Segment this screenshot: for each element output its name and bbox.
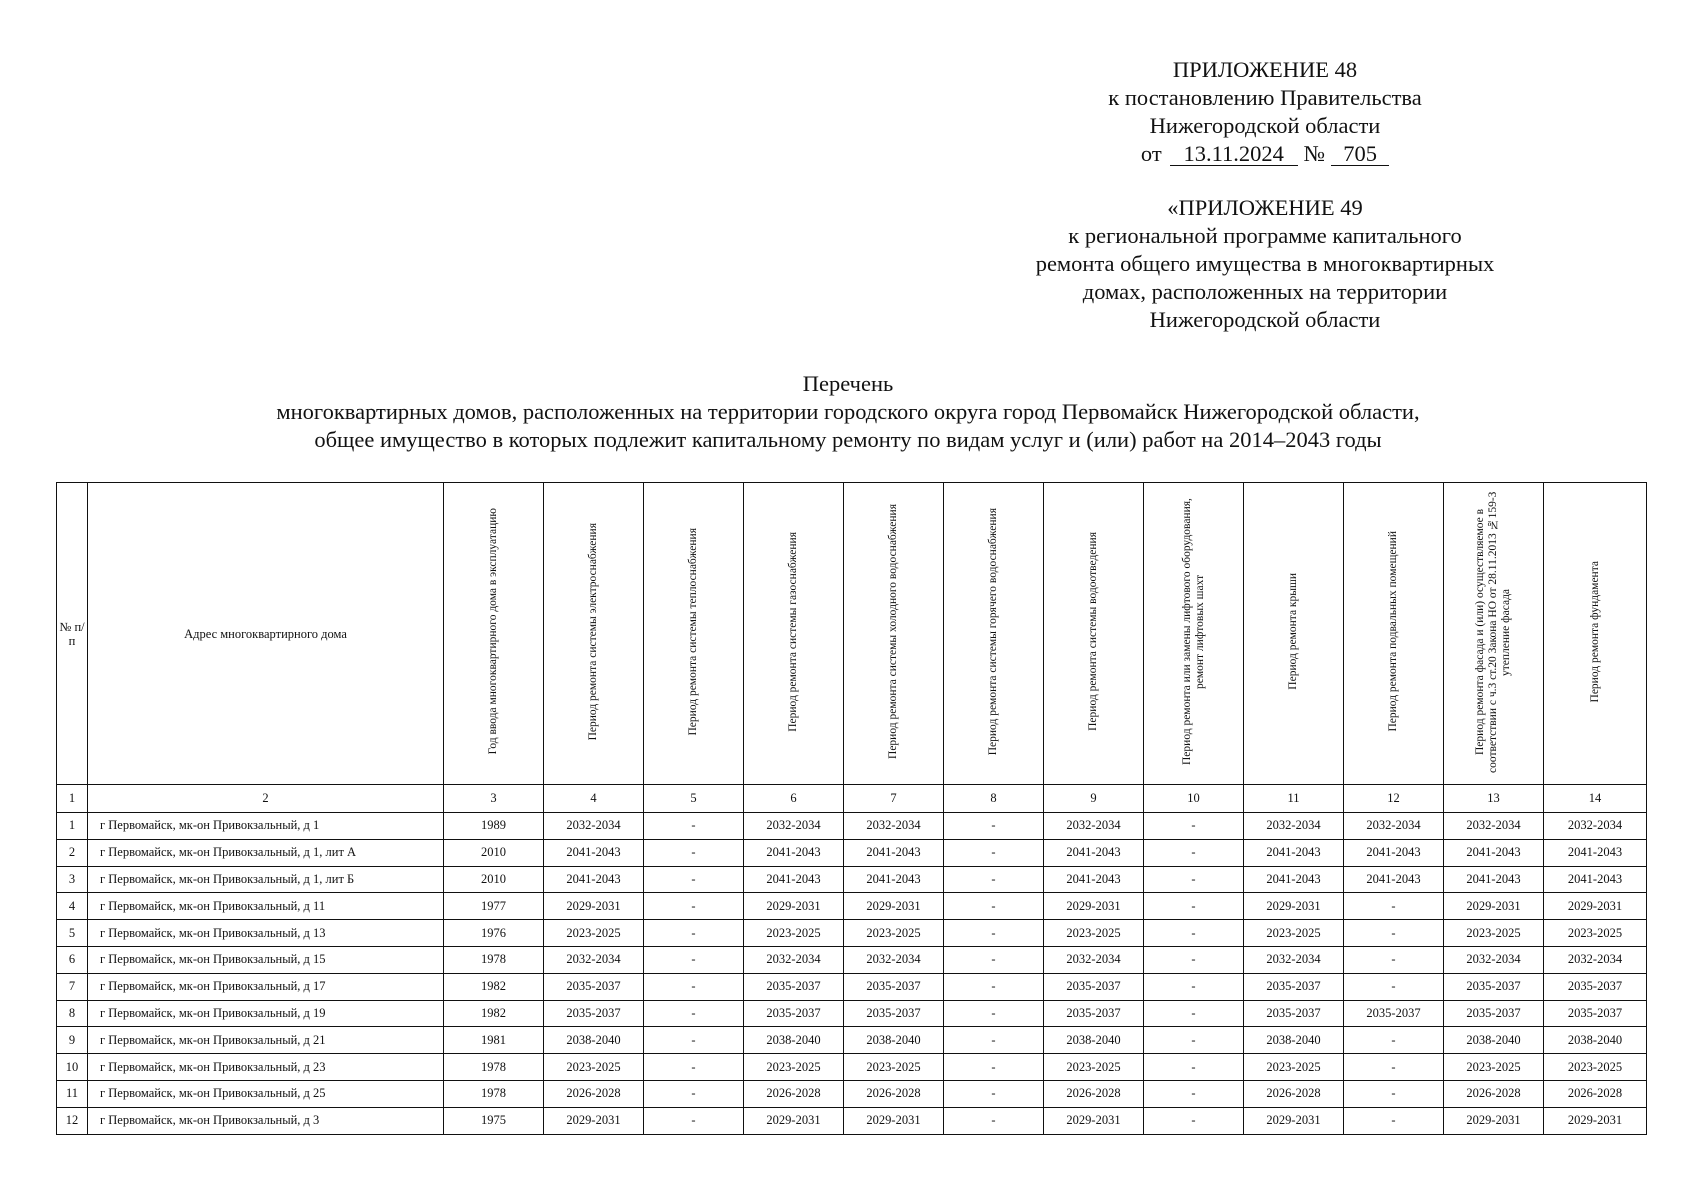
table-header-row	[57, 483, 1647, 785]
cell-gas-period: 2026-2028	[744, 1080, 844, 1107]
cell-drainage-period: 2038-2040	[1044, 1027, 1144, 1054]
cell-year-built: 1978	[444, 1080, 544, 1107]
cell-roof-period: 2032-2034	[1244, 813, 1344, 840]
header-electricity-label: Период ремонта системы электроснабжения	[587, 522, 599, 741]
cell-heating-period: -	[644, 893, 744, 920]
houses-table	[56, 482, 1647, 1135]
cell-facade-period: 2029-2031	[1444, 1107, 1544, 1134]
cell-roof-period: 2035-2037	[1244, 973, 1344, 1000]
cell-roof-period: 2041-2043	[1244, 839, 1344, 866]
cell-drainage-period: 2041-2043	[1044, 866, 1144, 893]
cell-elevator-period: -	[1144, 893, 1244, 920]
cell-gas-period: 2035-2037	[744, 1000, 844, 1027]
cell-cold-water-period: 2026-2028	[844, 1080, 944, 1107]
cell-foundation-period: 2032-2034	[1544, 946, 1647, 973]
header-heating-label: Период ремонта системы теплоснабжения	[687, 527, 699, 736]
table-row	[57, 1107, 1647, 1134]
appendix-49-line3: домах, расположенных на территории	[1082, 279, 1448, 304]
column-number: 5	[644, 785, 744, 813]
column-number: 4	[544, 785, 644, 813]
decree-date: 13.11.2024	[1170, 143, 1298, 166]
cell-hot-water-period: -	[944, 973, 1044, 1000]
cell-address: г Первомайск, мк-он Привокзальный, д 17	[88, 973, 444, 1000]
appendix-48-block	[1000, 56, 1530, 168]
cell-cold-water-period: 2032-2034	[844, 946, 944, 973]
cell-hot-water-period: -	[944, 866, 1044, 893]
cell-year-built: 1978	[444, 946, 544, 973]
cell-heating-period: -	[644, 1107, 744, 1134]
cell-roof-period: 2029-2031	[1244, 893, 1344, 920]
cell-address: г Первомайск, мк-он Привокзальный, д 1, лит А	[88, 839, 444, 866]
header-roof-label: Период ремонта крыши	[1287, 573, 1299, 690]
cell-year-built: 1981	[444, 1027, 544, 1054]
cell-cold-water-period: 2023-2025	[844, 1054, 944, 1081]
table-row	[57, 893, 1647, 920]
column-number: 9	[1044, 785, 1144, 813]
cell-hot-water-period: -	[944, 946, 1044, 973]
cell-foundation-period: 2023-2025	[1544, 920, 1647, 947]
cell-heating-period: -	[644, 866, 744, 893]
appendix-48-date-line	[1000, 140, 1530, 168]
cell-gas-period: 2023-2025	[744, 920, 844, 947]
cell-address: г Первомайск, мк-он Привокзальный, д 21	[88, 1027, 444, 1054]
cell-elevator-period: -	[1144, 1054, 1244, 1081]
column-number: 3	[444, 785, 544, 813]
header-foundation	[1544, 483, 1647, 785]
table-row	[57, 813, 1647, 840]
cell-drainage-period: 2032-2034	[1044, 946, 1144, 973]
cell-facade-period: 2038-2040	[1444, 1027, 1544, 1054]
cell-gas-period: 2032-2034	[744, 946, 844, 973]
cell-cold-water-period: 2032-2034	[844, 813, 944, 840]
cell-row-number: 7	[57, 973, 88, 1000]
cell-roof-period: 2023-2025	[1244, 1054, 1344, 1081]
cell-electricity-period: 2041-2043	[544, 866, 644, 893]
cell-electricity-period: 2035-2037	[544, 1000, 644, 1027]
cell-address: г Первомайск, мк-он Привокзальный, д 19	[88, 1000, 444, 1027]
cell-cold-water-period: 2029-2031	[844, 1107, 944, 1134]
cell-basement-period: -	[1344, 920, 1444, 947]
cell-year-built: 1989	[444, 813, 544, 840]
cell-roof-period: 2041-2043	[1244, 866, 1344, 893]
cell-drainage-period: 2023-2025	[1044, 1054, 1144, 1081]
cell-electricity-period: 2023-2025	[544, 1054, 644, 1081]
column-number: 13	[1444, 785, 1544, 813]
header-year	[444, 483, 544, 785]
cell-basement-period: 2041-2043	[1344, 839, 1444, 866]
cell-roof-period: 2026-2028	[1244, 1080, 1344, 1107]
header-roof	[1244, 483, 1344, 785]
cell-hot-water-period: -	[944, 1027, 1044, 1054]
document-title	[0, 370, 1696, 454]
decree-number: 705	[1331, 143, 1389, 166]
cell-row-number: 10	[57, 1054, 88, 1081]
cell-electricity-period: 2035-2037	[544, 973, 644, 1000]
table-row	[57, 1027, 1647, 1054]
cell-address: г Первомайск, мк-он Привокзальный, д 13	[88, 920, 444, 947]
header-facade	[1444, 483, 1544, 785]
header-facade-label: Период ремонта фасада и (или) осуществляемое в соответствии с ч.3 ст.20 Закона НО от 28.11.2013 №159-З утепление фасада	[1474, 490, 1512, 773]
cell-row-number: 11	[57, 1080, 88, 1107]
table-row	[57, 1054, 1647, 1081]
column-number: 12	[1344, 785, 1444, 813]
cell-elevator-period: -	[1144, 1027, 1244, 1054]
cell-basement-period: -	[1344, 1107, 1444, 1134]
cell-row-number: 4	[57, 893, 88, 920]
cell-foundation-period: 2032-2034	[1544, 813, 1647, 840]
date-prefix: от	[1140, 141, 1162, 166]
cell-electricity-period: 2041-2043	[544, 839, 644, 866]
cell-foundation-period: 2041-2043	[1544, 839, 1647, 866]
document-title-line3: общее имущество в которых подлежит капитальному ремонту по видам услуг и (или) работ на 2014–2043 годы	[314, 427, 1382, 452]
cell-cold-water-period: 2023-2025	[844, 920, 944, 947]
cell-drainage-period: 2032-2034	[1044, 813, 1144, 840]
column-number: 2	[88, 785, 444, 813]
cell-cold-water-period: 2029-2031	[844, 893, 944, 920]
cell-row-number: 9	[57, 1027, 88, 1054]
cell-elevator-period: -	[1144, 920, 1244, 947]
cell-cold-water-period: 2035-2037	[844, 973, 944, 1000]
cell-gas-period: 2023-2025	[744, 1054, 844, 1081]
cell-basement-period: -	[1344, 973, 1444, 1000]
header-gas	[744, 483, 844, 785]
cell-electricity-period: 2029-2031	[544, 1107, 644, 1134]
column-number-row	[57, 785, 1647, 813]
appendix-48-title: ПРИЛОЖЕНИЕ 48	[1172, 57, 1358, 82]
header-elevator	[1144, 483, 1244, 785]
header-foundation-label: Период ремонта фундамента	[1588, 560, 1601, 703]
header-basement-label: Период ремонта подвальных помещений	[1387, 531, 1399, 732]
table-row	[57, 1080, 1647, 1107]
cell-address: г Первомайск, мк-он Привокзальный, д 23	[88, 1054, 444, 1081]
cell-cold-water-period: 2041-2043	[844, 866, 944, 893]
table-row	[57, 973, 1647, 1000]
appendix-49-line4: Нижегородской области	[1149, 307, 1381, 332]
cell-drainage-period: 2041-2043	[1044, 839, 1144, 866]
cell-heating-period: -	[644, 1000, 744, 1027]
cell-hot-water-period: -	[944, 1054, 1044, 1081]
table-row	[57, 1000, 1647, 1027]
cell-row-number: 1	[57, 813, 88, 840]
cell-address: г Первомайск, мк-он Привокзальный, д 11	[88, 893, 444, 920]
cell-electricity-period: 2038-2040	[544, 1027, 644, 1054]
header-number: № п/п	[57, 483, 88, 785]
cell-heating-period: -	[644, 1027, 744, 1054]
cell-facade-period: 2023-2025	[1444, 920, 1544, 947]
cell-foundation-period: 2035-2037	[1544, 1000, 1647, 1027]
table-row	[57, 946, 1647, 973]
cell-cold-water-period: 2035-2037	[844, 1000, 944, 1027]
cell-hot-water-period: -	[944, 1080, 1044, 1107]
cell-facade-period: 2041-2043	[1444, 839, 1544, 866]
cell-roof-period: 2023-2025	[1244, 920, 1344, 947]
cell-year-built: 2010	[444, 839, 544, 866]
cell-elevator-period: -	[1144, 1107, 1244, 1134]
table-body	[57, 813, 1647, 1135]
cell-electricity-period: 2029-2031	[544, 893, 644, 920]
cell-drainage-period: 2035-2037	[1044, 973, 1144, 1000]
appendix-48-line1: к постановлению Правительства	[1108, 85, 1422, 110]
cell-facade-period: 2032-2034	[1444, 946, 1544, 973]
cell-row-number: 2	[57, 839, 88, 866]
column-number: 6	[744, 785, 844, 813]
cell-elevator-period: -	[1144, 946, 1244, 973]
column-number: 14	[1544, 785, 1647, 813]
cell-gas-period: 2038-2040	[744, 1027, 844, 1054]
cell-facade-period: 2029-2031	[1444, 893, 1544, 920]
cell-basement-period: -	[1344, 893, 1444, 920]
cell-roof-period: 2035-2037	[1244, 1000, 1344, 1027]
cell-year-built: 1976	[444, 920, 544, 947]
header-year-label: Год ввода многоквартирного дома в эксплуатацию	[487, 508, 499, 755]
cell-facade-period: 2035-2037	[1444, 973, 1544, 1000]
header-hot-water	[944, 483, 1044, 785]
cell-heating-period: -	[644, 920, 744, 947]
appendix-49-line2: ремонта общего имущества в многоквартирных	[1035, 251, 1495, 276]
number-prefix: №	[1303, 141, 1326, 166]
cell-heating-period: -	[644, 973, 744, 1000]
header-hot-water-label: Период ремонта системы горячего водоснабжения	[987, 507, 999, 756]
cell-row-number: 3	[57, 866, 88, 893]
cell-drainage-period: 2029-2031	[1044, 893, 1144, 920]
header-cold-water	[844, 483, 944, 785]
cell-foundation-period: 2035-2037	[1544, 973, 1647, 1000]
cell-electricity-period: 2032-2034	[544, 946, 644, 973]
cell-heating-period: -	[644, 1054, 744, 1081]
cell-foundation-period: 2023-2025	[1544, 1054, 1647, 1081]
column-number: 8	[944, 785, 1044, 813]
cell-heating-period: -	[644, 1080, 744, 1107]
cell-elevator-period: -	[1144, 866, 1244, 893]
document-title-line1: Перечень	[802, 371, 894, 396]
cell-year-built: 2010	[444, 866, 544, 893]
cell-foundation-period: 2029-2031	[1544, 1107, 1647, 1134]
cell-gas-period: 2041-2043	[744, 839, 844, 866]
cell-heating-period: -	[644, 946, 744, 973]
cell-address: г Первомайск, мк-он Привокзальный, д 3	[88, 1107, 444, 1134]
cell-row-number: 5	[57, 920, 88, 947]
cell-heating-period: -	[644, 839, 744, 866]
appendix-48-line2: Нижегородской области	[1149, 113, 1381, 138]
cell-hot-water-period: -	[944, 1107, 1044, 1134]
cell-row-number: 12	[57, 1107, 88, 1134]
cell-elevator-period: -	[1144, 839, 1244, 866]
column-number: 7	[844, 785, 944, 813]
cell-drainage-period: 2023-2025	[1044, 920, 1144, 947]
column-number: 1	[57, 785, 88, 813]
cell-basement-period: -	[1344, 1080, 1444, 1107]
cell-basement-period: 2032-2034	[1344, 813, 1444, 840]
header-gas-label: Период ремонта системы газоснабжения	[787, 531, 799, 732]
cell-hot-water-period: -	[944, 839, 1044, 866]
cell-facade-period: 2035-2037	[1444, 1000, 1544, 1027]
appendix-49-title: «ПРИЛОЖЕНИЕ 49	[1167, 195, 1363, 220]
header-cold-water-label: Период ремонта системы холодного водоснабжения	[887, 504, 899, 759]
cell-drainage-period: 2035-2037	[1044, 1000, 1144, 1027]
cell-elevator-period: -	[1144, 1000, 1244, 1027]
cell-heating-period: -	[644, 813, 744, 840]
cell-year-built: 1978	[444, 1054, 544, 1081]
cell-hot-water-period: -	[944, 813, 1044, 840]
cell-cold-water-period: 2041-2043	[844, 839, 944, 866]
cell-electricity-period: 2023-2025	[544, 920, 644, 947]
cell-electricity-period: 2032-2034	[544, 813, 644, 840]
header-basement	[1344, 483, 1444, 785]
cell-elevator-period: -	[1144, 1080, 1244, 1107]
cell-roof-period: 2038-2040	[1244, 1027, 1344, 1054]
cell-foundation-period: 2041-2043	[1544, 866, 1647, 893]
cell-roof-period: 2029-2031	[1244, 1107, 1344, 1134]
cell-basement-period: 2041-2043	[1344, 866, 1444, 893]
cell-hot-water-period: -	[944, 893, 1044, 920]
cell-row-number: 6	[57, 946, 88, 973]
cell-facade-period: 2041-2043	[1444, 866, 1544, 893]
cell-hot-water-period: -	[944, 1000, 1044, 1027]
cell-basement-period: -	[1344, 1054, 1444, 1081]
header-electricity	[544, 483, 644, 785]
appendix-49-line1: к региональной программе капитального	[1068, 223, 1462, 248]
cell-foundation-period: 2026-2028	[1544, 1080, 1647, 1107]
cell-elevator-period: -	[1144, 813, 1244, 840]
column-number: 10	[1144, 785, 1244, 813]
cell-address: г Первомайск, мк-он Привокзальный, д 1	[88, 813, 444, 840]
header-elevator-label: Период ремонта или замены лифтового оборудования, ремонт лифтовых шахт	[1180, 498, 1206, 765]
cell-basement-period: 2035-2037	[1344, 1000, 1444, 1027]
header-address: Адрес многоквартирного дома	[88, 483, 444, 785]
cell-facade-period: 2023-2025	[1444, 1054, 1544, 1081]
cell-gas-period: 2029-2031	[744, 893, 844, 920]
cell-drainage-period: 2026-2028	[1044, 1080, 1144, 1107]
cell-cold-water-period: 2038-2040	[844, 1027, 944, 1054]
cell-gas-period: 2041-2043	[744, 866, 844, 893]
cell-gas-period: 2035-2037	[744, 973, 844, 1000]
header-drainage	[1044, 483, 1144, 785]
cell-year-built: 1982	[444, 973, 544, 1000]
cell-facade-period: 2032-2034	[1444, 813, 1544, 840]
cell-foundation-period: 2038-2040	[1544, 1027, 1647, 1054]
cell-hot-water-period: -	[944, 920, 1044, 947]
header-drainage-label: Период ремонта системы водоотведения	[1087, 532, 1099, 731]
cell-address: г Первомайск, мк-он Привокзальный, д 25	[88, 1080, 444, 1107]
cell-address: г Первомайск, мк-он Привокзальный, д 15	[88, 946, 444, 973]
cell-foundation-period: 2029-2031	[1544, 893, 1647, 920]
table-row	[57, 866, 1647, 893]
cell-year-built: 1977	[444, 893, 544, 920]
cell-address: г Первомайск, мк-он Привокзальный, д 1, лит Б	[88, 866, 444, 893]
cell-basement-period: -	[1344, 1027, 1444, 1054]
cell-facade-period: 2026-2028	[1444, 1080, 1544, 1107]
document-title-line2: многоквартирных домов, расположенных на территории городского округа город Первомайск Нижегородской области,	[276, 399, 1420, 424]
cell-gas-period: 2029-2031	[744, 1107, 844, 1134]
cell-drainage-period: 2029-2031	[1044, 1107, 1144, 1134]
column-number: 11	[1244, 785, 1344, 813]
cell-elevator-period: -	[1144, 973, 1244, 1000]
cell-row-number: 8	[57, 1000, 88, 1027]
cell-roof-period: 2032-2034	[1244, 946, 1344, 973]
cell-year-built: 1982	[444, 1000, 544, 1027]
table-row	[57, 839, 1647, 866]
appendix-49-block	[1000, 194, 1530, 334]
header-heating	[644, 483, 744, 785]
cell-basement-period: -	[1344, 946, 1444, 973]
table-row	[57, 920, 1647, 947]
cell-year-built: 1975	[444, 1107, 544, 1134]
cell-gas-period: 2032-2034	[744, 813, 844, 840]
cell-electricity-period: 2026-2028	[544, 1080, 644, 1107]
